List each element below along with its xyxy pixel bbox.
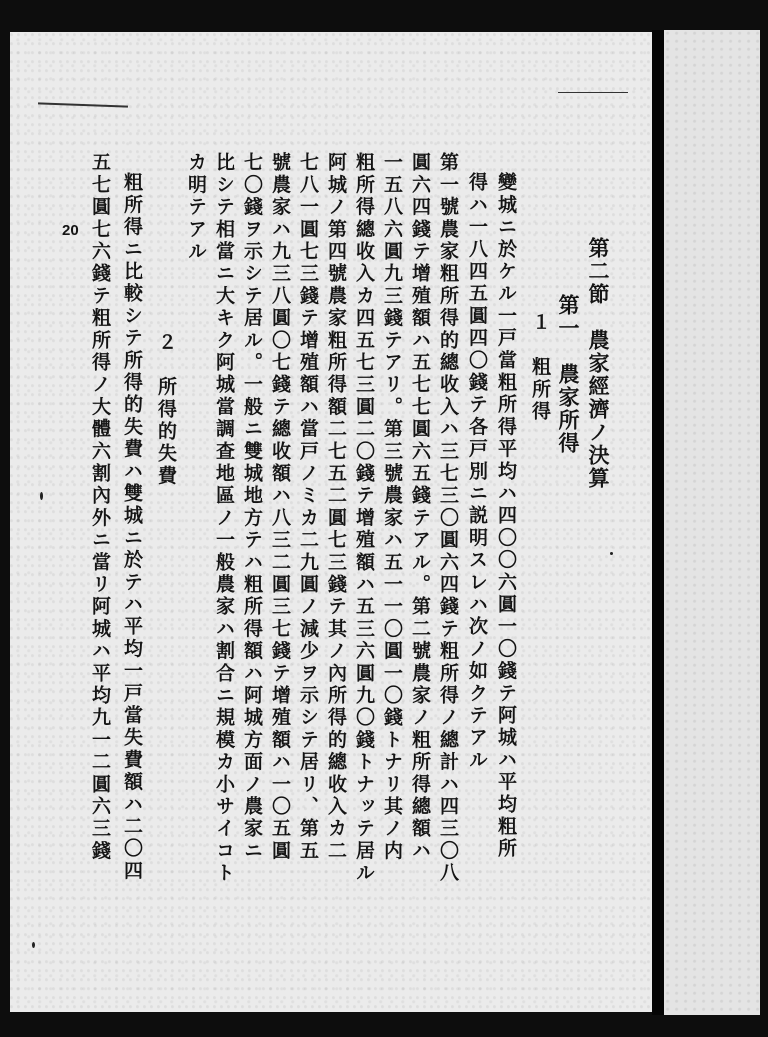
subsection-heading: 第一 農家所得 [556,294,581,455]
text-column: カ明テアル [185,152,207,263]
text-column: 七八一圓七三錢テ增殖額ハ當戸ノミカ二九圓ノ減少ヲ示シテ居リ、第五 [297,152,319,863]
item-heading-1: １ 粗所得 [529,312,551,423]
book-page [10,32,652,1012]
scan-speck [40,492,43,500]
page-number: 20 [62,222,79,239]
text-column: 第一號農家粗所得的總收入ハ三七三〇圓六四錢テ粗所得ノ總計ハ四三〇八 [437,152,459,885]
item-heading-2: ２ 所得的失費 [155,332,177,488]
text-column: 一五八六圓九三錢テアリ。第三號農家ハ五一一〇圓一〇錢トナリ其ノ内 [381,152,403,863]
text-column: 粗所得ニ比較シテ所得的失費ハ雙城ニ於テハ平均一戸當失費額ハ二〇四 [121,172,143,883]
text-column: 變城ニ於ケル一戸當粗所得平均ハ四〇〇六圓一〇錢テ阿城ハ平均粗所 [495,172,517,861]
page-gutter [652,30,664,1015]
section-heading: 第二節 農家經濟ノ決算 [586,237,611,490]
facing-page [664,30,760,1015]
margin-mark [38,102,128,107]
text-column: 五七圓七六錢テ粗所得ノ大體六割內外ニ當リ阿城ハ平均九一二圓六三錢 [89,152,111,863]
margin-mark [558,92,628,93]
text-column: 得ハ一八四五圓四〇錢テ各戸別ニ説明スレハ次ノ如クテアル [466,172,488,772]
text-column: 比シテ相當ニ大キク阿城當調查地區ノ一般農家ハ割合ニ規模カ小サイコト [213,152,235,885]
scan-speck [32,942,35,948]
text-column: 號農家ハ九三八圓〇七錢テ總收額ハ八三二圓三七錢テ增殖額ハ一〇五圓 [269,152,291,863]
text-column: 粗所得總收入カ四五七三圓二〇錢テ增殖額ハ五三六圓九〇錢トナッテ居ル [353,152,375,885]
scan-speck [610,552,613,555]
text-column: 圓六四錢テ增殖額ハ五七七圓六五錢テアル。第二號農家ノ粗所得總額ハ [409,152,431,863]
text-column: 七〇錢ヲ示シテ居ル。一般ニ雙城地方テハ粗所得額ハ阿城方面ノ農家ニ [241,152,263,863]
text-column: 阿城ノ第四號農家粗所得額二七五二圓七三錢テ其ノ內所得的總收入カ二 [325,152,347,863]
